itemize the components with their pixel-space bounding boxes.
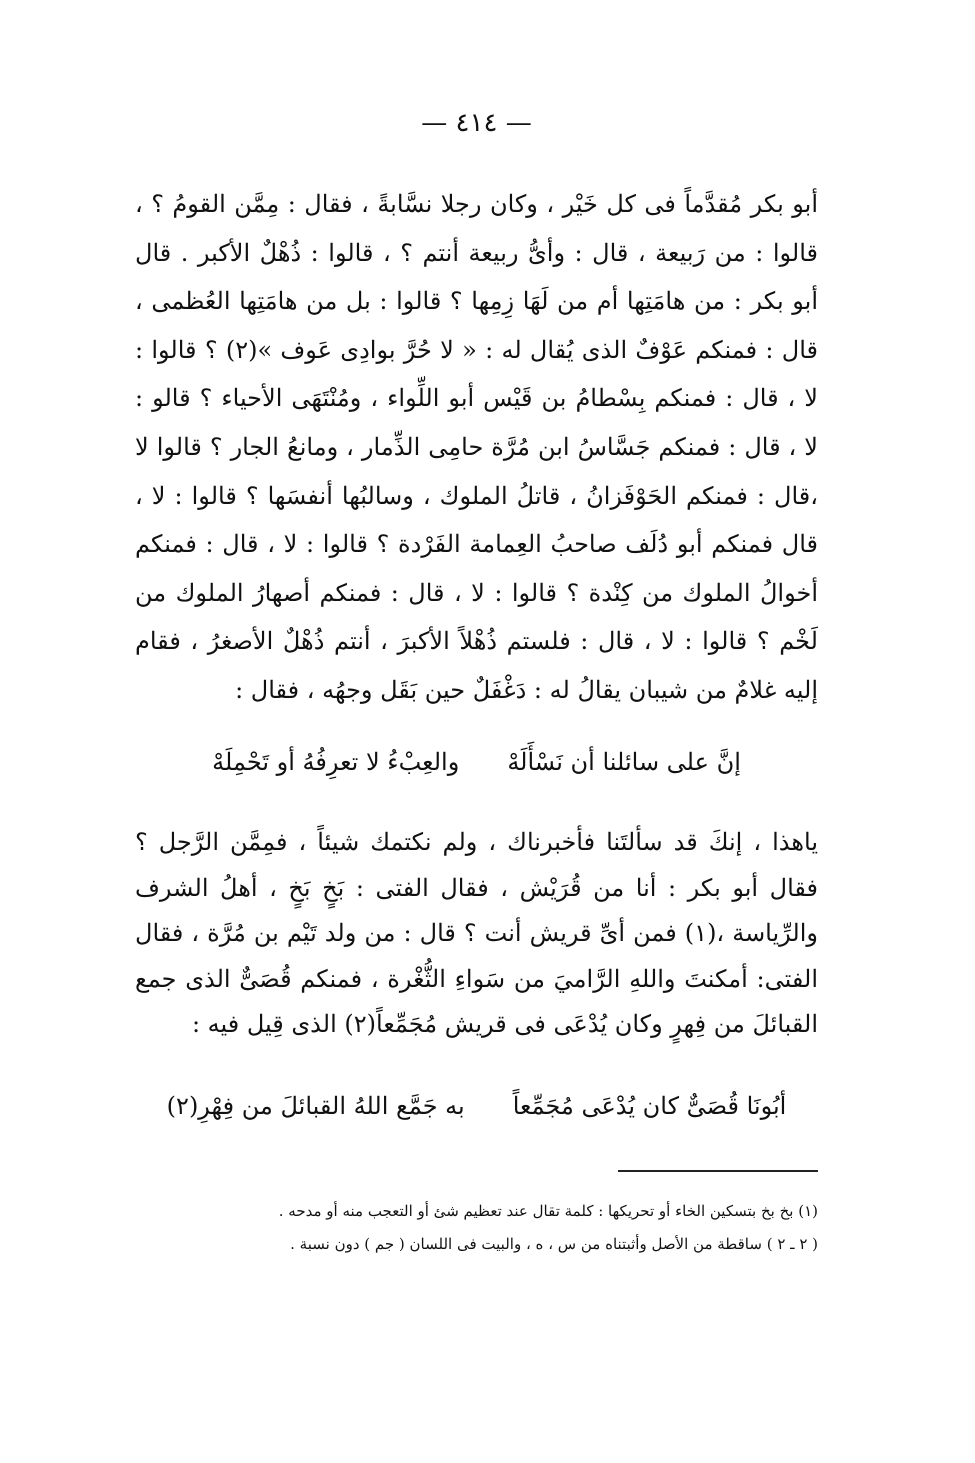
verse-first-hemistich: إنَّ على سائلنا أن نَسْأَلَهْ [507, 748, 741, 776]
page-number: — ٤١٤ — [421, 108, 532, 138]
footnote-2: ( ٢ ـ ٢ ) ساقطة من الأصل وأثبتناه من س ، ه ، والبيت فى اللسان ( جم ) دون نسبة . [290, 1235, 818, 1253]
footnote-divider [618, 1170, 818, 1172]
main-paragraph-2 [135, 820, 818, 1048]
footnote-1: (١) بخ بخ بتسكين الخاء أو تحريكها : كلمة تقال عند تعظيم شئ أو التعجب منه أو مدحه . [278, 1202, 818, 1220]
book-page [135, 0, 818, 1463]
verse-second-hemistich: والعِبْءُ لا تعرِفُهُ أو تَحْمِلَهْ [212, 748, 460, 776]
main-paragraph-1 [135, 180, 818, 715]
paragraph-text: أبو بكر مُقدَّماً فى كل خَيْر ، وكان رجلا نسَّابةً ، فقال : مِمَّن القومُ ؟ ، قالوا : من رَبيعة ، قال : وأىُّ ربيعة أنتم ؟ ، قالوا : ذُهْلٌ الأكبر . قال أبو بكر : من هامَتِها أم من لَهَا زِمِها ؟ قالوا : بل من هامَتِها العُظمى ، قال : فمنكم عَوْفٌ الذى يُقال له : « لا حُرَّ بوادِى عَوف »(٢) ؟ قالوا : لا ، قال : فمنكم بِسْطامُ بن قَيْس أبو اللِّواء ، ومُنْتَهَى الأحياء ؟ قالو : لا ، قال : فمنكم جَسَّاسُ ابن مُرَّة حامِى الذِّمار ، ومانعُ الجار ؟ قالوا لا ،قال : فمنكم الحَوْفَزانُ ، قاتلُ الملوك ، وسالبُها أنفسَها ؟ قالوا : لا ، قال فمنكم أبو دُلَف صاحبُ العِمامة الفَرْدة ؟ قالوا : لا ، قال : فمنكم أخوالُ الملوك من كِنْدة ؟ قالوا : لا ، قال : فمنكم أصهارُ الملوك من لَخْم ؟ قالوا : لا ، قال : فلستم ذُهْلاً الأكبرَ ، أنتم ذُهْلٌ الأصغرُ ، فقام إليه غلامٌ من شيبان يقالُ له : دَغْفَلٌ حين بَقَل وجهُه ، فقال : [135, 190, 818, 704]
verse-first-hemistich: أبُونَا قُصَىٌّ كان يُدْعَى مُجَمِّعاً [512, 1092, 787, 1120]
paragraph-text: ياهذا ، إنكَ قد سألتَنا فأخبرناك ، ولم نكتمك شيئاً ، فمِمَّن الرَّجل ؟ فقال أبو بكر : أنا من قُرَيْش ، فقال الفتى : بَخٍ بَخٍ ، أهلُ الشرف والرِّياسة ،(١) فمن أىِّ قريش أنت ؟ قال : من ولد تَيْم بن مُرَّة ، فقال الفتى: أمكنتَ واللهِ الرَّاميَ من سَواءِ الثُّغْرة ، فمنكم قُصَىٌّ الذى جمع القبائلَ من فِهرٍ وكان يُدْعَى فى قريش مُجَمِّعاً(٢) الذى قِيل فيه : [135, 828, 819, 1038]
footnotes [135, 1198, 818, 1264]
verse-second-hemistich: به جَمَّع اللهُ القبائلَ من فِهْرِ(٢) [166, 1092, 465, 1120]
poetry-verse-2 [135, 1092, 818, 1120]
poetry-verse-1 [135, 748, 818, 776]
